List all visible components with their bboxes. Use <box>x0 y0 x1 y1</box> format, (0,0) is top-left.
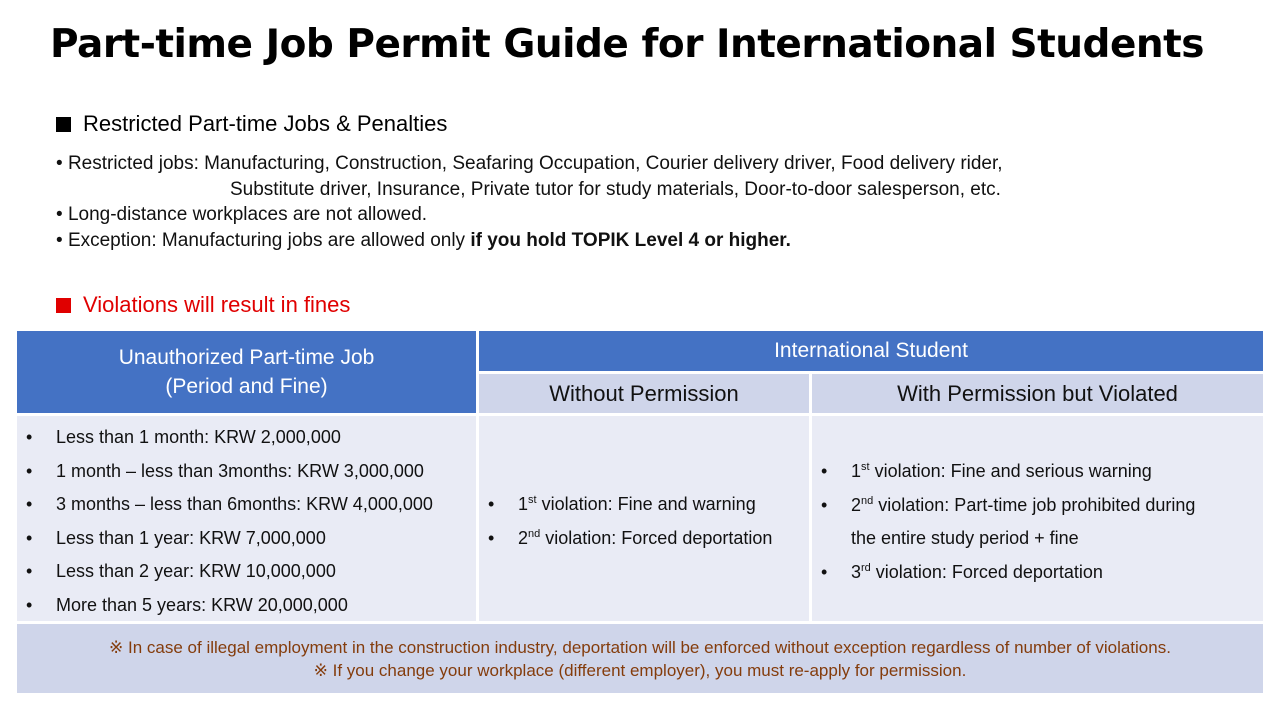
fine-item: • Less than 1 year: KRW 7,000,000 <box>17 522 433 556</box>
with-violation-2-cont: the entire study period + fine <box>851 528 1079 549</box>
without-violation-2: • 2nd violation: Forced deportation <box>479 522 772 556</box>
fine-item: • Less than 1 month: KRW 2,000,000 <box>17 421 433 455</box>
jobs-line2: Substitute driver, Insurance, Private tutor for study materials, Door-to-door salesperson, etc. <box>230 178 1001 200</box>
with-violation-1: • 1st violation: Fine and serious warning <box>812 455 1195 489</box>
footnote-workplace-change: ※ If you change your workplace (different employer), you must re-apply for permission. <box>313 660 967 680</box>
fine-item: • 1 month – less than 3months: KRW 3,000,000 <box>17 455 433 489</box>
header-with-permission: With Permission but Violated <box>812 374 1263 413</box>
header-without-permission: Without Permission <box>479 374 809 413</box>
exception-bold-text: if you hold TOPIK Level 4 or higher. <box>470 229 791 251</box>
table-footnotes <box>17 624 1263 693</box>
jobs-label: Restricted jobs: <box>67 153 199 174</box>
with-permission-column <box>812 416 1263 621</box>
fines-table <box>17 331 1263 693</box>
header-international-student: International Student <box>479 331 1263 371</box>
without-permission-column <box>479 416 809 621</box>
page-title: Part-time Job Permit Guide for International Students <box>49 22 1205 67</box>
jobs-line1: Manufacturing, Construction, Seafaring Occupation, Courier delivery driver, Food delivery rider, <box>204 153 1003 174</box>
with-violation-2: • 2nd violation: Part-time job prohibited during <box>812 489 1195 523</box>
fines-column <box>17 416 476 621</box>
fine-item: • Less than 2 year: KRW 10,000,000 <box>17 555 433 589</box>
fine-item: • 3 months – less than 6months: KRW 4,000,000 <box>17 488 433 522</box>
bullet-restricted-jobs: • Restricted jobs: Manufacturing, Construction, Seafaring Occupation, Courier delivery driver, Food delivery rider, <box>56 153 1003 174</box>
exception-text: Exception: Manufacturing jobs are allowed only <box>67 229 466 251</box>
red-square-icon <box>56 298 71 313</box>
without-violation-1: • 1st violation: Fine and warning <box>479 488 772 522</box>
bullet-long-distance: • Long-distance workplaces are not allowed. <box>56 204 428 225</box>
long-distance-text: Long-distance workplaces are not allowed. <box>67 204 428 225</box>
restricted-heading-text: Restricted Part-time Jobs & Penalties <box>83 111 448 136</box>
footnote-construction: ※ In case of illegal employment in the construction industry, deportation will be enforced without exception regardless of number of violations. <box>109 637 1171 657</box>
violations-heading-text: Violations will result in fines <box>83 292 351 317</box>
header-left-line2: (Period and Fine) <box>165 375 328 398</box>
violations-heading <box>56 292 350 318</box>
restricted-heading <box>56 111 447 137</box>
bullet-exception: • Exception: Manufacturing jobs are allowed only if you hold TOPIK Level 4 or higher. <box>56 229 791 251</box>
black-square-icon <box>56 117 71 132</box>
restricted-bullets <box>56 151 1003 253</box>
header-left-line1: Unauthorized Part-time Job <box>118 346 375 369</box>
header-unauthorized <box>17 331 476 413</box>
with-violation-3: • 3rd violation: Forced deportation <box>812 556 1195 590</box>
fine-item: • More than 5 years: KRW 20,000,000 <box>17 589 433 623</box>
